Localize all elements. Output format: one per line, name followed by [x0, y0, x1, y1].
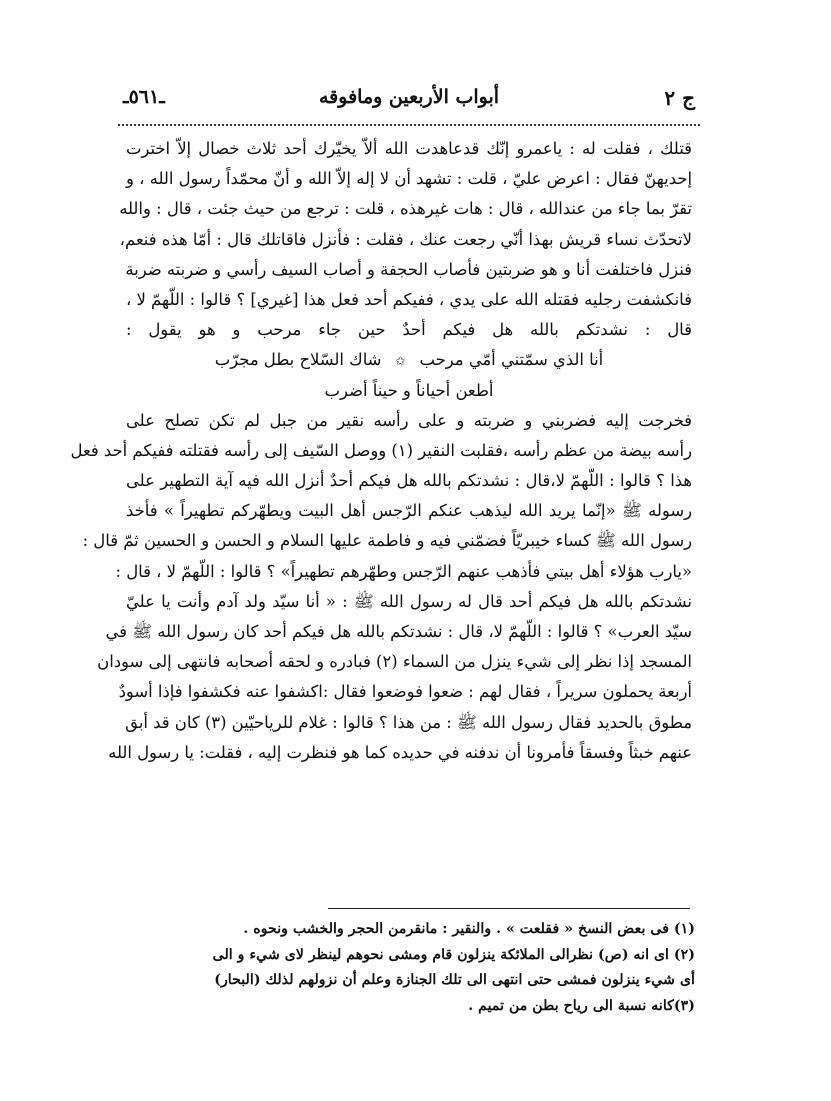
text-line: لاتحدّث نساء قريش بهذا أنّي رجعت عنك ، فقلت : فأنزل فاقاتلك قال : أمّا هذه فنعم، [119, 229, 692, 249]
page-number: ـ٥٦١ـ [123, 86, 165, 108]
text-line: قتلك ، فقلت له : ياعمرو إنّك قدعاهدت الله ألاّ يخيّرك أحد ثلاث خصال إلاّ اخترت [126, 139, 692, 158]
text-line: رأسه بيضة من عظم رأسه ،فقلبت النقير (١) ووصل السّيف إلى رأسه فقتلته ففيكم أحد فعل [70, 440, 692, 460]
footnotes [150, 917, 695, 1019]
volume-label: ج ٢ [664, 86, 695, 110]
text-line: هذا ؟ قالوا : اللّهمّ لا،قال : نشدتكم بالله هل فيكم أحدٌ أنزل الله فيه آية التطهير على [126, 471, 692, 491]
footnote-line: (٣)كانه نسبة الى رياح بطن من تميم . [468, 997, 695, 1014]
text-line: فنزل فاختلفت أنا و هو ضربتين فأصاب الحجفة و أصاب السيف رأسي و ضربته ضربة [125, 259, 692, 279]
text-line: فانكشفت رجليه فقتله الله على يدي ، ففيكم أحد فعل هذا [غيري] ؟ قالوا : اللّهمّ لا ، [125, 289, 692, 309]
text-line: سيّد العرب» ؟ قالوا : اللّهمّ لا، قال : نشدتكم بالله هل فيكم أحد كان رسول الله ﷺ في [105, 622, 692, 641]
header-divider [118, 124, 700, 126]
verse-line-1 [126, 345, 692, 375]
text-line: قال : نشدتكم بالله هل فيكم أحدٌ حين جاء مرحب و هو يقول : [126, 320, 692, 340]
footnote-line: (١) فى بعض النسخ « فقلعت » . والنقير : مانقرمن الحجر والخشب ونحوه . [243, 921, 695, 937]
text-line: رسوله ﷺ «إنّما يريد الله ليذهب عنكم الرّجس أهل البيت ويطهّركم تطهيراً » فأخذ [126, 501, 692, 521]
footnote-divider [328, 908, 690, 909]
text-line: تقرّ بما جاء من عندالله ، قال : هات غيرهذه ، قلت : ترجع من حيث جئت ، قال : والله [119, 199, 692, 219]
text-line: نشدتكم بالله هل فيكم أحد قال له رسول الله ﷺ : « أنا سيّد ولد آدم وأنت يا عليّ [126, 591, 692, 611]
chapter-title: أبواب الأربعين ومافوقه [318, 86, 500, 108]
text-line: عنهم خبثاً وفسقاً فأمرونا أن ندفنه في حديده كما هو فنظرت إليه ، فقلت: يا رسول الله [108, 742, 692, 762]
verse-hemistich-2: شاك السّلاح بطل مجرّب [214, 350, 382, 370]
text-line: «يارب هؤلاء أهل بيتي فأذهب عنهم الرّجس وطهّرهم تطهيراً» ؟ قالوا : اللّهمّ لا ، قال : [115, 561, 692, 581]
verse-line-2: أطعن أحياناً و حيناً أضرب [324, 380, 494, 400]
main-text [70, 134, 692, 768]
text-line: أربعة يحملون سريراً ، فقال لهم : ضعوا فوضعوا فقال :اكشفوا عنه فكشفوا فإذا أسودٌ [118, 682, 692, 702]
text-line: إحديهنّ فقال : اعرض عليّ ، قلت : تشهد أن لا إله إلاّ الله و أنّ محمّداً رسول الله ، و [126, 169, 692, 189]
text-line: فخرجت إليه فضربني و ضربته و على رأسه نقير من جبل لم تكن تصلح على [126, 410, 692, 430]
footnote-line: (٢) اى انه (ص) نظرالى الملائكة ينزلون قام ومشى نحوهم لينظر لاى شيء و الى [212, 946, 695, 963]
footnote-line: أى شيء ينزلون فمشى حتى انتهى الى تلك الجنازة وعلم أن نزولهم لذلك (البحار) [214, 972, 695, 988]
verse-separator: ✩ [395, 354, 406, 369]
running-header [123, 82, 695, 118]
text-line: رسول الله ﷺ كساء خيبريّاً فضمّني فيه و فاطمة عليها السلام و الحسن و الحسين ثمّ قال : [82, 531, 692, 551]
text-line: المسجد إذا نظر إلى شيء ينزل من السماء (٢) فبادره و لحقه أصحابه فانتهى إلى سودان [97, 652, 692, 672]
text-line: مطوق بالحديد فقال رسول الله ﷺ : من هذا ؟ قالوا : غلام للرياحيّين (٣) كان قد أبق [125, 712, 692, 732]
verse-hemistich-1: أنا الذي سمّتني أمّي مرحب [419, 350, 604, 370]
